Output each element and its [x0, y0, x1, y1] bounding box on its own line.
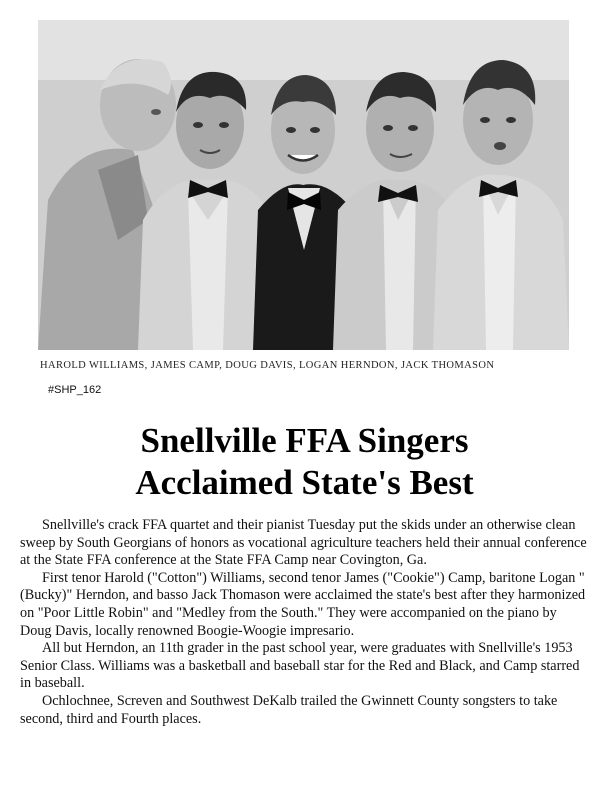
group-photo-icon — [38, 20, 569, 350]
headline-line-2: Acclaimed State's Best — [135, 463, 474, 502]
photo-id: #SHP_162 — [48, 384, 102, 396]
article-paragraph-1: Snellville's crack FFA quartet and their pianist Tuesday put the skids under an otherwise clean sweep by South Georgians of honors as vocational agriculture teachers held their annual conference at the State FFA conference at the State FFA Camp near Covington, Ga. — [20, 517, 587, 569]
article-body — [20, 517, 590, 728]
article-paragraph-2: First tenor Harold ("Cotton") Williams, second tenor James ("Cookie") Camp, baritone Logan "(Bucky)" Herndon, and basso Jack Thomason were acclaimed the state's best after they harmonized on "Poor Little Robin" and "Medley from the South." They were accompanied on the piano by Doug Davis, locally renowned Boogie-Woogie impresario. — [20, 569, 586, 639]
photo-caption: HAROLD WILLIAMS, JAMES CAMP, DOUG DAVIS, LOGAN HERNDON, JACK THOMASON — [40, 360, 495, 371]
group-photo — [38, 20, 569, 350]
headline — [0, 420, 609, 504]
article-paragraph-4: Ochlochnee, Screven and Southwest DeKalb trailed the Gwinnett County songsters to take second, third and Fourth places. — [20, 692, 558, 727]
headline-line-1: Snellville FFA Singers — [140, 421, 469, 460]
article-paragraph-3: All but Herndon, an 11th grader in the past school year, were graduates with Snellville's 1953 Senior Class. Williams was a basketball and baseball star for the Red and Black, and Camp starred in baseball. — [20, 640, 580, 692]
